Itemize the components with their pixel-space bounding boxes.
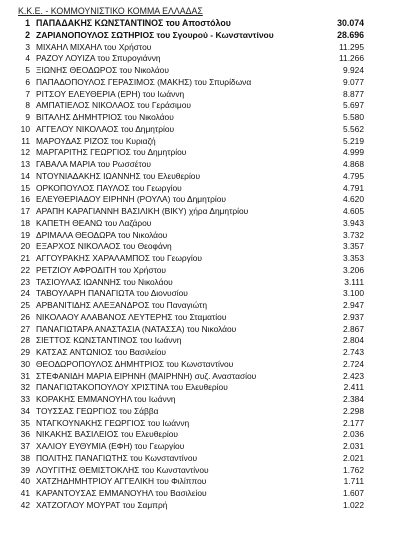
candidate-votes: 1.762 bbox=[343, 464, 364, 475]
candidate-votes: 3.206 bbox=[343, 264, 364, 275]
candidate-votes: 4.605 bbox=[343, 206, 364, 216]
candidate-votes: 4.795 bbox=[343, 170, 364, 181]
candidate-row bbox=[18, 265, 400, 277]
candidate-row bbox=[18, 441, 400, 453]
candidate-row bbox=[18, 77, 400, 89]
candidate-rank: 30 bbox=[20, 358, 30, 369]
candidate-rank: 21 bbox=[20, 253, 30, 263]
candidate-name: ΑΡΒΑΝΙΤΙΔΗΣ ΑΛΕΞΑΝΔΡΟΣ του Παναγιώτη bbox=[36, 300, 207, 310]
candidate-rank: 28 bbox=[20, 335, 30, 346]
candidate-row bbox=[18, 18, 400, 30]
candidate-row bbox=[18, 371, 400, 383]
candidate-rank: 9 bbox=[25, 112, 30, 122]
candidate-rank: 5 bbox=[25, 65, 30, 75]
candidate-rank: 8 bbox=[25, 100, 30, 111]
candidate-name: ΠΑΠΑΔΑΚΗΣ ΚΩΝΣΤΑΝΤΙΝΟΣ του Αποστόλου bbox=[36, 18, 231, 28]
candidate-votes: 3.357 bbox=[343, 241, 364, 252]
candidate-row bbox=[18, 394, 400, 406]
candidate-rank: 2 bbox=[25, 29, 30, 40]
candidate-name: ΓΑΒΑΛΑ ΜΑΡΙΑ του Ρωσσέτου bbox=[36, 159, 151, 169]
candidate-row bbox=[18, 136, 400, 148]
candidate-name: ΕΛΕΥΘΕΡΙΑΔΟΥ ΕΙΡΗΝΗ (ΡΟΥΛΑ) του Δημητρίου bbox=[36, 194, 226, 205]
candidate-row bbox=[18, 230, 400, 242]
candidate-rank: 14 bbox=[20, 170, 30, 181]
candidate-votes: 2.804 bbox=[343, 335, 364, 346]
candidate-name: ΑΓΓΟΥΡΑΚΗΣ ΧΑΡΑΛΑΜΠΟΣ του Γεωργίου bbox=[36, 253, 202, 263]
candidate-rank: 23 bbox=[20, 276, 30, 287]
candidate-votes: 30.074 bbox=[337, 18, 364, 28]
candidate-votes: 2.177 bbox=[343, 417, 364, 428]
candidate-name: ΡΙΤΣΟΥ ΕΛΕΥΘΕΡΙΑ (ΕΡΗ) του Ιωάννη bbox=[36, 88, 185, 99]
candidate-name: ΛΟΥΓΙΤΗΣ ΘΕΜΙΣΤΟΚΛΗΣ του Κωνσταντίνου bbox=[36, 464, 209, 475]
candidate-votes: 4.999 bbox=[343, 147, 364, 158]
candidate-rank: 39 bbox=[20, 464, 30, 475]
candidate-name: ΤΑΣΙΟΥΛΑΣ ΙΩΑΝΝΗΣ του Νικολάου bbox=[36, 276, 173, 287]
candidate-row bbox=[18, 206, 400, 218]
candidate-name: ΠΑΝΑΓΙΩΤΑΚΟΠΟΥΛΟΥ ΧΡΙΣΤΙΝΑ του Ελευθερίου bbox=[36, 382, 228, 393]
candidate-row bbox=[18, 147, 400, 159]
candidate-name: ΑΓΓΕΛΟΥ ΝΙΚΟΛΑΟΣ του Δημητρίου bbox=[36, 123, 175, 134]
candidate-votes: 1.711 bbox=[343, 476, 364, 487]
candidate-rank: 3 bbox=[25, 41, 30, 52]
candidate-row bbox=[18, 241, 400, 253]
candidate-votes: 11.266 bbox=[339, 53, 364, 64]
candidate-list bbox=[18, 18, 400, 512]
candidate-votes: 5.697 bbox=[343, 100, 364, 111]
candidate-row bbox=[18, 406, 400, 418]
candidate-votes: 8.877 bbox=[343, 88, 364, 99]
candidate-votes: 4.620 bbox=[343, 194, 364, 205]
candidate-name: ΝΙΚΑΚΗΣ ΒΑΣΙΛΕΙΟΣ του Ελευθερίου bbox=[36, 429, 178, 440]
candidate-votes: 2.724 bbox=[343, 358, 364, 369]
candidate-row bbox=[18, 42, 400, 54]
candidate-rank: 32 bbox=[20, 382, 30, 393]
candidate-name: ΜΙΧΑΗΛ ΜΙΧΑΗΛ του Χρήστου bbox=[36, 41, 152, 52]
candidate-name: ΣΤΕΦΑΝΙΔΗ ΜΑΡΙΑ ΕΙΡΗΝΗ (ΜΑΙΡΗΝΗ) συζ. Αναστασίου bbox=[36, 370, 257, 381]
candidate-row bbox=[18, 382, 400, 394]
candidate-votes: 2.423 bbox=[343, 370, 364, 381]
candidate-rank: 25 bbox=[20, 300, 30, 310]
candidate-votes: 9.924 bbox=[343, 65, 364, 75]
candidate-votes: 5.562 bbox=[343, 123, 364, 134]
candidate-rank: 40 bbox=[20, 476, 30, 487]
candidate-votes: 2.298 bbox=[343, 405, 364, 416]
candidate-row bbox=[18, 218, 400, 230]
candidate-rank: 20 bbox=[20, 241, 30, 252]
candidate-row bbox=[18, 500, 400, 512]
candidate-name: ΡΑΖΟΥ ΛΟΥΙΖΑ του Σπυρογιάννη bbox=[36, 53, 161, 64]
candidate-row bbox=[18, 171, 400, 183]
candidate-rank: 35 bbox=[20, 417, 30, 428]
candidate-name: ΡΕΤΖΙΟΥ ΑΦΡΟΔΙΤΗ του Χρήστου bbox=[36, 264, 166, 275]
candidate-votes: 11.295 bbox=[339, 41, 364, 52]
candidate-rank: 29 bbox=[20, 347, 30, 357]
candidate-rank: 22 bbox=[20, 264, 30, 275]
candidate-votes: 1.022 bbox=[343, 499, 364, 510]
candidate-row bbox=[18, 112, 400, 124]
candidate-votes: 3.943 bbox=[343, 217, 364, 228]
candidate-votes: 2.947 bbox=[343, 300, 364, 310]
candidate-name: ΖΑΡΙΑΝΟΠΟΥΛΟΣ ΣΩΤΗΡΙΟΣ του Σγουρού - Κωνσταντίνου bbox=[36, 29, 274, 40]
candidate-name: ΠΟΛΙΤΗΣ ΠΑΝΑΓΙΩΤΗΣ του Κωνσταντίνου bbox=[36, 452, 198, 463]
candidate-name: ΑΡΑΠΗ ΚΑΡΑΓΙΑΝΝΗ ΒΑΣΙΛΙΚΗ (ΒΙΚΥ) χήρα Δημητρίου bbox=[36, 206, 249, 216]
candidate-name: ΞΙΩΝΗΣ ΘΕΟΔΩΡΟΣ του Νικολάου bbox=[36, 65, 169, 75]
candidate-row bbox=[18, 418, 400, 430]
candidate-rank: 15 bbox=[20, 182, 30, 193]
candidate-name: ΣΙΕΤΤΟΣ ΚΩΝΣΤΑΝΤΙΝΟΣ του Ιωάννη bbox=[36, 335, 182, 346]
candidate-row bbox=[18, 324, 400, 336]
candidate-row bbox=[18, 89, 400, 101]
candidate-name: ΠΑΝΑΓΙΩΤΑΡΑ ΑΝΑΣΤΑΣΙΑ (ΝΑΤΑΣΣΑ) του Νικολάου bbox=[36, 323, 237, 334]
candidate-votes: 3.111 bbox=[344, 276, 364, 287]
candidate-votes: 2.743 bbox=[343, 347, 364, 357]
candidate-row bbox=[18, 159, 400, 171]
candidate-row bbox=[18, 347, 400, 359]
candidate-rank: 34 bbox=[20, 405, 30, 416]
candidate-votes: 9.077 bbox=[343, 76, 364, 87]
candidate-name: ΠΑΠΑΔΟΠΟΥΛΟΣ ΓΕΡΑΣΙΜΟΣ (ΜΑΚΗΣ) του Σπυρίδωνα bbox=[36, 76, 252, 87]
candidate-name: ΔΡΙΜΑΛΑ ΘΕΟΔΩΡΑ του Νικολάου bbox=[36, 229, 168, 240]
party-heading: Κ.Κ.Ε. - ΚΟΜΜΟΥΝΙΣΤΙΚΟ ΚΟΜΜΑ ΕΛΛΑΔΑΣ bbox=[18, 6, 203, 16]
candidate-name: ΜΑΡΟΥΔΑΣ ΡΙΖΟΣ του Κυριαζή bbox=[36, 135, 156, 146]
candidate-rank: 7 bbox=[25, 88, 30, 99]
candidate-name: ΤΟΥΣΣΑΣ ΓΕΩΡΓΙΟΣ του Σάββα bbox=[36, 405, 159, 416]
candidate-rank: 4 bbox=[25, 53, 30, 64]
candidate-rank: 27 bbox=[20, 323, 30, 334]
candidate-name: ΑΜΠΑΤΙΕΛΟΣ ΝΙΚΟΛΑΟΣ του Γεράσιμου bbox=[36, 100, 191, 111]
candidate-row bbox=[18, 65, 400, 77]
candidate-name: ΧΑΤΖΟΓΛΟΥ ΜΟΥΡΑΤ του Σαμπρή bbox=[36, 499, 168, 510]
candidate-rank: 33 bbox=[20, 394, 30, 404]
candidate-row bbox=[18, 253, 400, 265]
candidate-row bbox=[18, 453, 400, 465]
candidate-rank: 38 bbox=[20, 452, 30, 463]
candidate-rank: 11 bbox=[21, 135, 30, 146]
candidate-name: ΚΑΤΣΑΣ ΑΝΤΩΝΙΟΣ του Βασιλείου bbox=[36, 347, 166, 357]
candidate-name: ΚΑΠΕΤΗ ΘΕΑΝΩ του Λαζάρου bbox=[36, 217, 152, 228]
candidate-votes: 2.021 bbox=[343, 452, 364, 463]
candidate-name: ΚΑΡΑΝΤΟΥΣΑΣ ΕΜΜΑΝΟΥΗΛ του Βασιλείου bbox=[36, 488, 207, 498]
candidate-rank: 13 bbox=[20, 159, 30, 169]
candidate-rank: 26 bbox=[20, 311, 30, 322]
candidate-row bbox=[18, 476, 400, 488]
candidate-votes: 5.219 bbox=[343, 135, 364, 146]
candidate-rank: 1 bbox=[25, 18, 30, 28]
candidate-row bbox=[18, 359, 400, 371]
candidate-row bbox=[18, 300, 400, 312]
candidate-name: ΝΤΑΓΚΟΥΝΑΚΗΣ ΓΕΩΡΓΙΟΣ του Ιωάννη bbox=[36, 417, 190, 428]
candidate-row bbox=[18, 488, 400, 500]
candidate-name: ΘΕΟΔΩΡΟΠΟΥΛΟΣ ΔΗΜΗΤΡΙΟΣ του Κωνσταντίνου bbox=[36, 358, 234, 369]
candidate-rank: 10 bbox=[20, 123, 30, 134]
candidate-rank: 19 bbox=[20, 229, 30, 240]
candidate-rank: 37 bbox=[20, 441, 30, 451]
candidate-name: ΚΟΡΑΚΗΣ ΕΜΜΑΝΟΥΗΛ του Ιωάννη bbox=[36, 394, 176, 404]
candidate-votes: 1.607 bbox=[343, 488, 364, 498]
candidate-row bbox=[18, 183, 400, 195]
candidate-name: ΝΙΚΟΛΑΟΥ ΑΛΑΒΑΝΟΣ ΛΕΥΤΕΡΗΣ του Σταματίου bbox=[36, 311, 227, 322]
candidate-name: ΒΙΤΑΛΗΣ ΔΗΜΗΤΡΙΟΣ του Νικολάου bbox=[36, 112, 174, 122]
candidate-votes: 3.732 bbox=[343, 229, 364, 240]
candidate-name: ΧΑΤΖΗΔΗΜΗΤΡΙΟΥ ΑΓΓΕΛΙΚΗ του Φιλίππου bbox=[36, 476, 207, 487]
candidate-rank: 42 bbox=[20, 499, 30, 510]
candidate-row bbox=[18, 277, 400, 289]
candidate-row bbox=[18, 30, 400, 42]
candidate-votes: 4.791 bbox=[343, 182, 364, 193]
candidate-votes: 4.868 bbox=[343, 159, 364, 169]
candidate-row bbox=[18, 288, 400, 300]
candidate-rank: 12 bbox=[20, 147, 30, 158]
candidate-row bbox=[18, 465, 400, 477]
candidate-row bbox=[18, 53, 400, 65]
candidate-name: ΜΑΡΓΑΡΙΤΗΣ ΓΕΩΡΓΙΟΣ του Δημητρίου bbox=[36, 147, 187, 158]
candidate-rank: 41 bbox=[20, 488, 30, 498]
candidate-rank: 6 bbox=[25, 76, 30, 87]
candidate-rank: 24 bbox=[20, 288, 30, 299]
candidate-rank: 16 bbox=[20, 194, 30, 205]
candidate-votes: 2.937 bbox=[343, 311, 364, 322]
candidate-votes: 28.696 bbox=[337, 29, 364, 40]
candidate-votes: 3.100 bbox=[343, 288, 364, 299]
candidate-rank: 36 bbox=[20, 429, 30, 440]
candidate-row bbox=[18, 312, 400, 324]
candidate-name: ΤΑΒΟΥΛΑΡΗ ΠΑΝΑΓΙΩΤΑ του Διονυσίου bbox=[36, 288, 188, 299]
candidate-votes: 3.353 bbox=[343, 253, 364, 263]
candidate-votes: 2.031 bbox=[343, 441, 364, 451]
candidate-votes: 2.867 bbox=[343, 323, 364, 334]
candidate-rank: 18 bbox=[20, 217, 30, 228]
candidate-name: ΝΤΟΥΝΙΑΔΑΚΗΣ ΙΩΑΝΝΗΣ του Ελευθερίου bbox=[36, 170, 201, 181]
candidate-row bbox=[18, 429, 400, 441]
candidate-row bbox=[18, 100, 400, 112]
candidate-name: ΕΞΑΡΧΟΣ ΝΙΚΟΛΑΟΣ του Θεοφάνη bbox=[36, 241, 172, 252]
candidate-votes: 2.411 bbox=[343, 382, 364, 393]
candidate-row bbox=[18, 124, 400, 136]
candidate-votes: 2.036 bbox=[343, 429, 364, 440]
candidate-votes: 5.580 bbox=[343, 112, 364, 122]
candidate-rank: 17 bbox=[20, 206, 30, 216]
candidate-name: ΟΡΚΟΠΟΥΛΟΣ ΠΑΥΛΟΣ του Γεωργίου bbox=[36, 182, 182, 193]
candidate-row bbox=[18, 335, 400, 347]
candidate-row bbox=[18, 194, 400, 206]
candidate-name: ΧΑΛΙΟΥ ΕΥΘΥΜΙΑ (ΕΦΗ) του Γεωργίου bbox=[36, 441, 185, 451]
candidate-votes: 2.384 bbox=[343, 394, 364, 404]
candidate-rank: 31 bbox=[20, 370, 30, 381]
